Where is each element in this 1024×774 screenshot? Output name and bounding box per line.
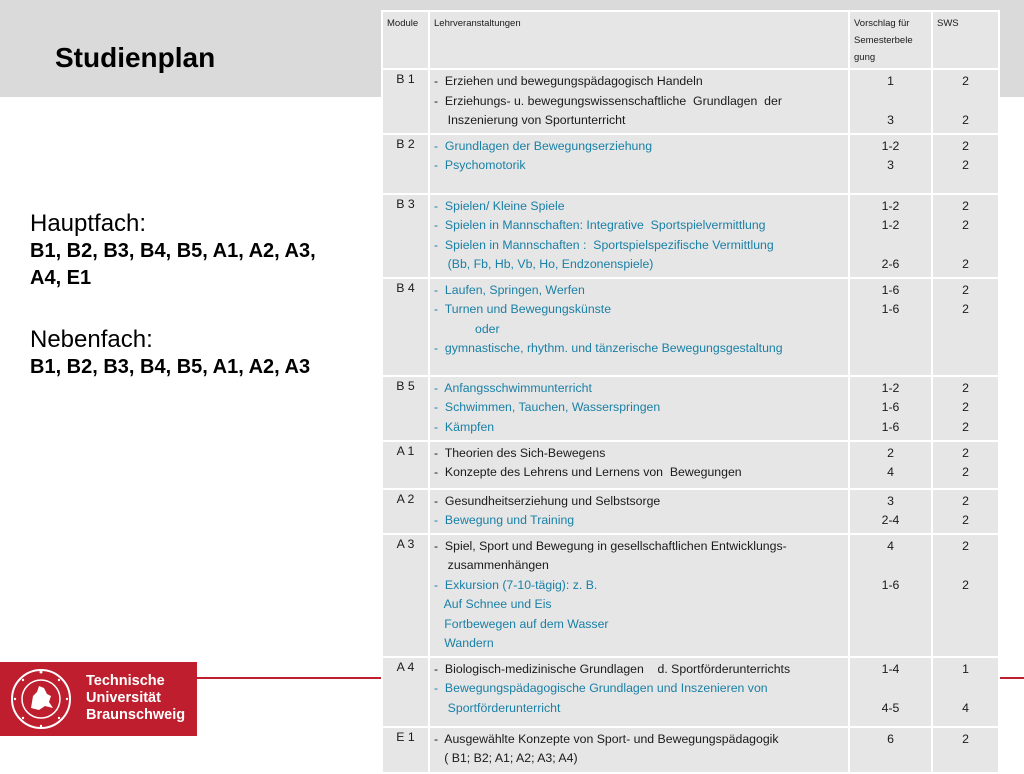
sws-value: 2: [962, 218, 969, 232]
semester-value: 3: [887, 113, 894, 127]
semester-values: [849, 441, 932, 489]
table-row: [382, 69, 999, 134]
table-row: [382, 278, 999, 376]
course-item: - gymnastische, rhythm. und tänzerische Bewegungsgestaltung: [434, 341, 783, 355]
sws-values: [932, 489, 999, 534]
semester-value: 4: [887, 465, 894, 479]
semester-value: 1-2: [881, 218, 900, 232]
sws-values: [932, 727, 999, 773]
sws-values: [932, 534, 999, 657]
course-item: - Kämpfen: [434, 419, 495, 434]
sws-values: [932, 376, 999, 441]
footer-red-line: [998, 677, 1024, 679]
sws-value: 4: [962, 700, 969, 715]
sws-values: [932, 69, 999, 134]
course-item: Fortbewegen auf dem Wasser: [434, 616, 609, 631]
course-item: - Bewegungspädagogische Grundlagen und Inszenieren von: [434, 681, 768, 695]
semester-value: 1-6: [881, 577, 900, 592]
logo-line: Braunschweig: [86, 707, 186, 723]
slide-title: Studienplan: [55, 42, 216, 73]
semester-value: 1: [887, 74, 894, 88]
course-item: Inszenierung von Sportunterricht: [434, 113, 626, 127]
course-list: [429, 278, 849, 376]
footer-red-line: [197, 677, 381, 679]
header-sws: SWS: [932, 11, 999, 69]
course-item: - Konzepte des Lehrens und Lernens von Bewegungen: [434, 465, 742, 479]
hauptfach-block: [30, 209, 316, 292]
course-item: - Anfangsschwimmunterricht: [434, 380, 592, 395]
sws-value: 1: [962, 661, 969, 676]
table-row: [382, 194, 999, 278]
course-item: - Spielen/ Kleine Spiele: [434, 198, 565, 213]
course-item: - Schwimmen, Tauchen, Wasserspringen: [434, 400, 661, 414]
sws-value: 2: [962, 538, 969, 553]
sws-values: [932, 194, 999, 278]
table-row: [382, 534, 999, 657]
sws-value: 2: [962, 257, 969, 271]
sws-value: 2: [962, 198, 969, 213]
course-item: - Turnen und Bewegungskünste: [434, 302, 612, 316]
semester-values: [849, 278, 932, 376]
course-list: [429, 134, 849, 194]
course-item: - Spielen in Mannschaften : Sportspielspezifische Vermittlung: [434, 237, 774, 252]
course-item: - Spielen in Mannschaften: Integrative Sportspielvermittlung: [434, 218, 766, 232]
semester-value: 3: [887, 493, 894, 508]
sws-value: 2: [962, 465, 969, 479]
semester-values: [849, 134, 932, 194]
table-header-row: [382, 11, 999, 69]
sws-values: [932, 657, 999, 727]
sws-value: 2: [962, 138, 969, 153]
table-row: [382, 376, 999, 441]
logo-line: Technische: [86, 673, 165, 689]
module-code: B 5: [382, 376, 429, 441]
module-code: A 3: [382, 534, 429, 657]
sws-value: 2: [962, 400, 969, 414]
sws-value: 2: [962, 731, 969, 746]
sws-value: [937, 236, 994, 256]
sws-value: 2: [962, 577, 969, 592]
semester-value: 1-6: [881, 282, 900, 297]
table-row: [382, 441, 999, 489]
logo-line: Universität: [86, 690, 161, 706]
course-item: - Gesundheitserziehung und Selbstsorge: [434, 493, 661, 508]
module-code: E 1: [382, 727, 429, 773]
sws-value: 2: [962, 380, 969, 395]
sws-values: [932, 441, 999, 489]
course-item: zusammenhängen: [434, 558, 549, 572]
semester-values: [849, 489, 932, 534]
semester-values: [849, 657, 932, 727]
nebenfach-line: B1, B2, B3, B4, B5, A1, A2, A3: [30, 356, 311, 378]
course-item: - Bewegung und Training: [434, 513, 575, 527]
hauptfach-line: B1, B2, B3, B4, B5, A1, A2, A3,: [30, 240, 316, 262]
semester-values: [849, 69, 932, 134]
header-semester: Vorschlag für Semesterbele gung: [849, 11, 932, 69]
course-list: [429, 376, 849, 441]
sws-value: 2: [962, 493, 969, 508]
semester-value: 2-4: [881, 513, 900, 527]
semester-value: 1-2: [881, 380, 900, 395]
semester-value: [854, 92, 927, 112]
semester-value: 4: [887, 538, 894, 553]
sws-value: [937, 92, 994, 112]
course-item: - Theorien des Sich-Bewegens: [434, 445, 606, 460]
study-plan-table: [381, 10, 1000, 774]
sws-value: [937, 556, 994, 576]
semester-values: [849, 727, 932, 773]
course-list: [429, 69, 849, 134]
module-code: B 4: [382, 278, 429, 376]
semester-value: 1-2: [881, 198, 900, 213]
course-list: [429, 194, 849, 278]
semester-value: [854, 679, 927, 699]
sws-value: 2: [962, 282, 969, 297]
module-code: A 1: [382, 441, 429, 489]
university-seal-icon: [9, 668, 73, 730]
header-courses: Lehrveranstaltungen: [429, 11, 849, 69]
module-code: B 3: [382, 194, 429, 278]
semester-values: [849, 376, 932, 441]
semester-value: 4-5: [881, 700, 900, 715]
course-list: [429, 489, 849, 534]
hauptfach-heading: Hauptfach:: [30, 210, 147, 237]
sws-value: 2: [962, 113, 969, 127]
course-item: ( B1; B2; A1; A2; A3; A4): [434, 751, 578, 765]
sws-value: 2: [962, 513, 969, 527]
tu-braunschweig-logo: [0, 662, 197, 736]
course-item: Sportförderunterricht: [434, 700, 561, 715]
module-code: A 2: [382, 489, 429, 534]
table-row: [382, 489, 999, 534]
semester-value: 2-6: [881, 257, 900, 271]
nebenfach-heading: Nebenfach:: [30, 326, 153, 353]
semester-value: 1-6: [881, 302, 900, 316]
semester-value: 1-6: [881, 400, 900, 414]
sws-values: [932, 278, 999, 376]
header-module: Module: [382, 11, 429, 69]
course-item: - Psychomotorik: [434, 158, 526, 172]
sws-value: 2: [962, 445, 969, 460]
course-item: - Grundlagen der Bewegungserziehung: [434, 138, 653, 153]
course-item: - Biologisch-medizinische Grundlagen d. Sportförderunterrichts: [434, 661, 791, 676]
course-list: [429, 657, 849, 727]
course-list: [429, 534, 849, 657]
sws-value: 2: [962, 419, 969, 434]
semester-values: [849, 534, 932, 657]
table-row: [382, 134, 999, 194]
course-item: - Erziehungs- u. bewegungswissenschaftliche Grundlagen der: [434, 93, 782, 108]
course-item: - Spiel, Sport und Bewegung in gesellschaftlichen Entwicklungs-: [434, 538, 787, 553]
semester-values: [849, 194, 932, 278]
sws-value: [937, 679, 994, 699]
sws-value: 2: [962, 74, 969, 88]
sws-value: 2: [962, 302, 969, 316]
module-code: A 4: [382, 657, 429, 727]
sws-value: 2: [962, 158, 969, 172]
course-item: Wandern: [434, 636, 494, 650]
semester-value: 2: [887, 445, 894, 460]
module-code: B 1: [382, 69, 429, 134]
course-item: oder: [434, 321, 500, 336]
module-code: B 2: [382, 134, 429, 194]
course-item: - Ausgewählte Konzepte von Sport- und Bewegungspädagogik: [434, 731, 779, 746]
table-row: [382, 657, 999, 727]
semester-value: 1-4: [881, 661, 900, 676]
semester-value: 1-6: [881, 419, 900, 434]
course-item: - Exkursion (7-10-tägig): z. B.: [434, 577, 598, 592]
nebenfach-block: [30, 325, 310, 381]
semester-value: [854, 236, 927, 256]
course-item: - Laufen, Springen, Werfen: [434, 282, 585, 297]
sws-values: [932, 134, 999, 194]
semester-value: 3: [887, 158, 894, 172]
semester-value: [854, 556, 927, 576]
hauptfach-line: A4, E1: [30, 267, 92, 289]
semester-value: 6: [887, 731, 894, 746]
course-list: [429, 727, 849, 773]
course-item: - Erziehen und bewegungspädagogisch Handeln: [434, 74, 703, 88]
course-item: Auf Schnee und Eis: [434, 597, 552, 611]
course-item: (Bb, Fb, Hb, Vb, Ho, Endzonenspiele): [434, 257, 654, 271]
table-row: [382, 727, 999, 773]
semester-value: 1-2: [881, 138, 900, 153]
course-list: [429, 441, 849, 489]
